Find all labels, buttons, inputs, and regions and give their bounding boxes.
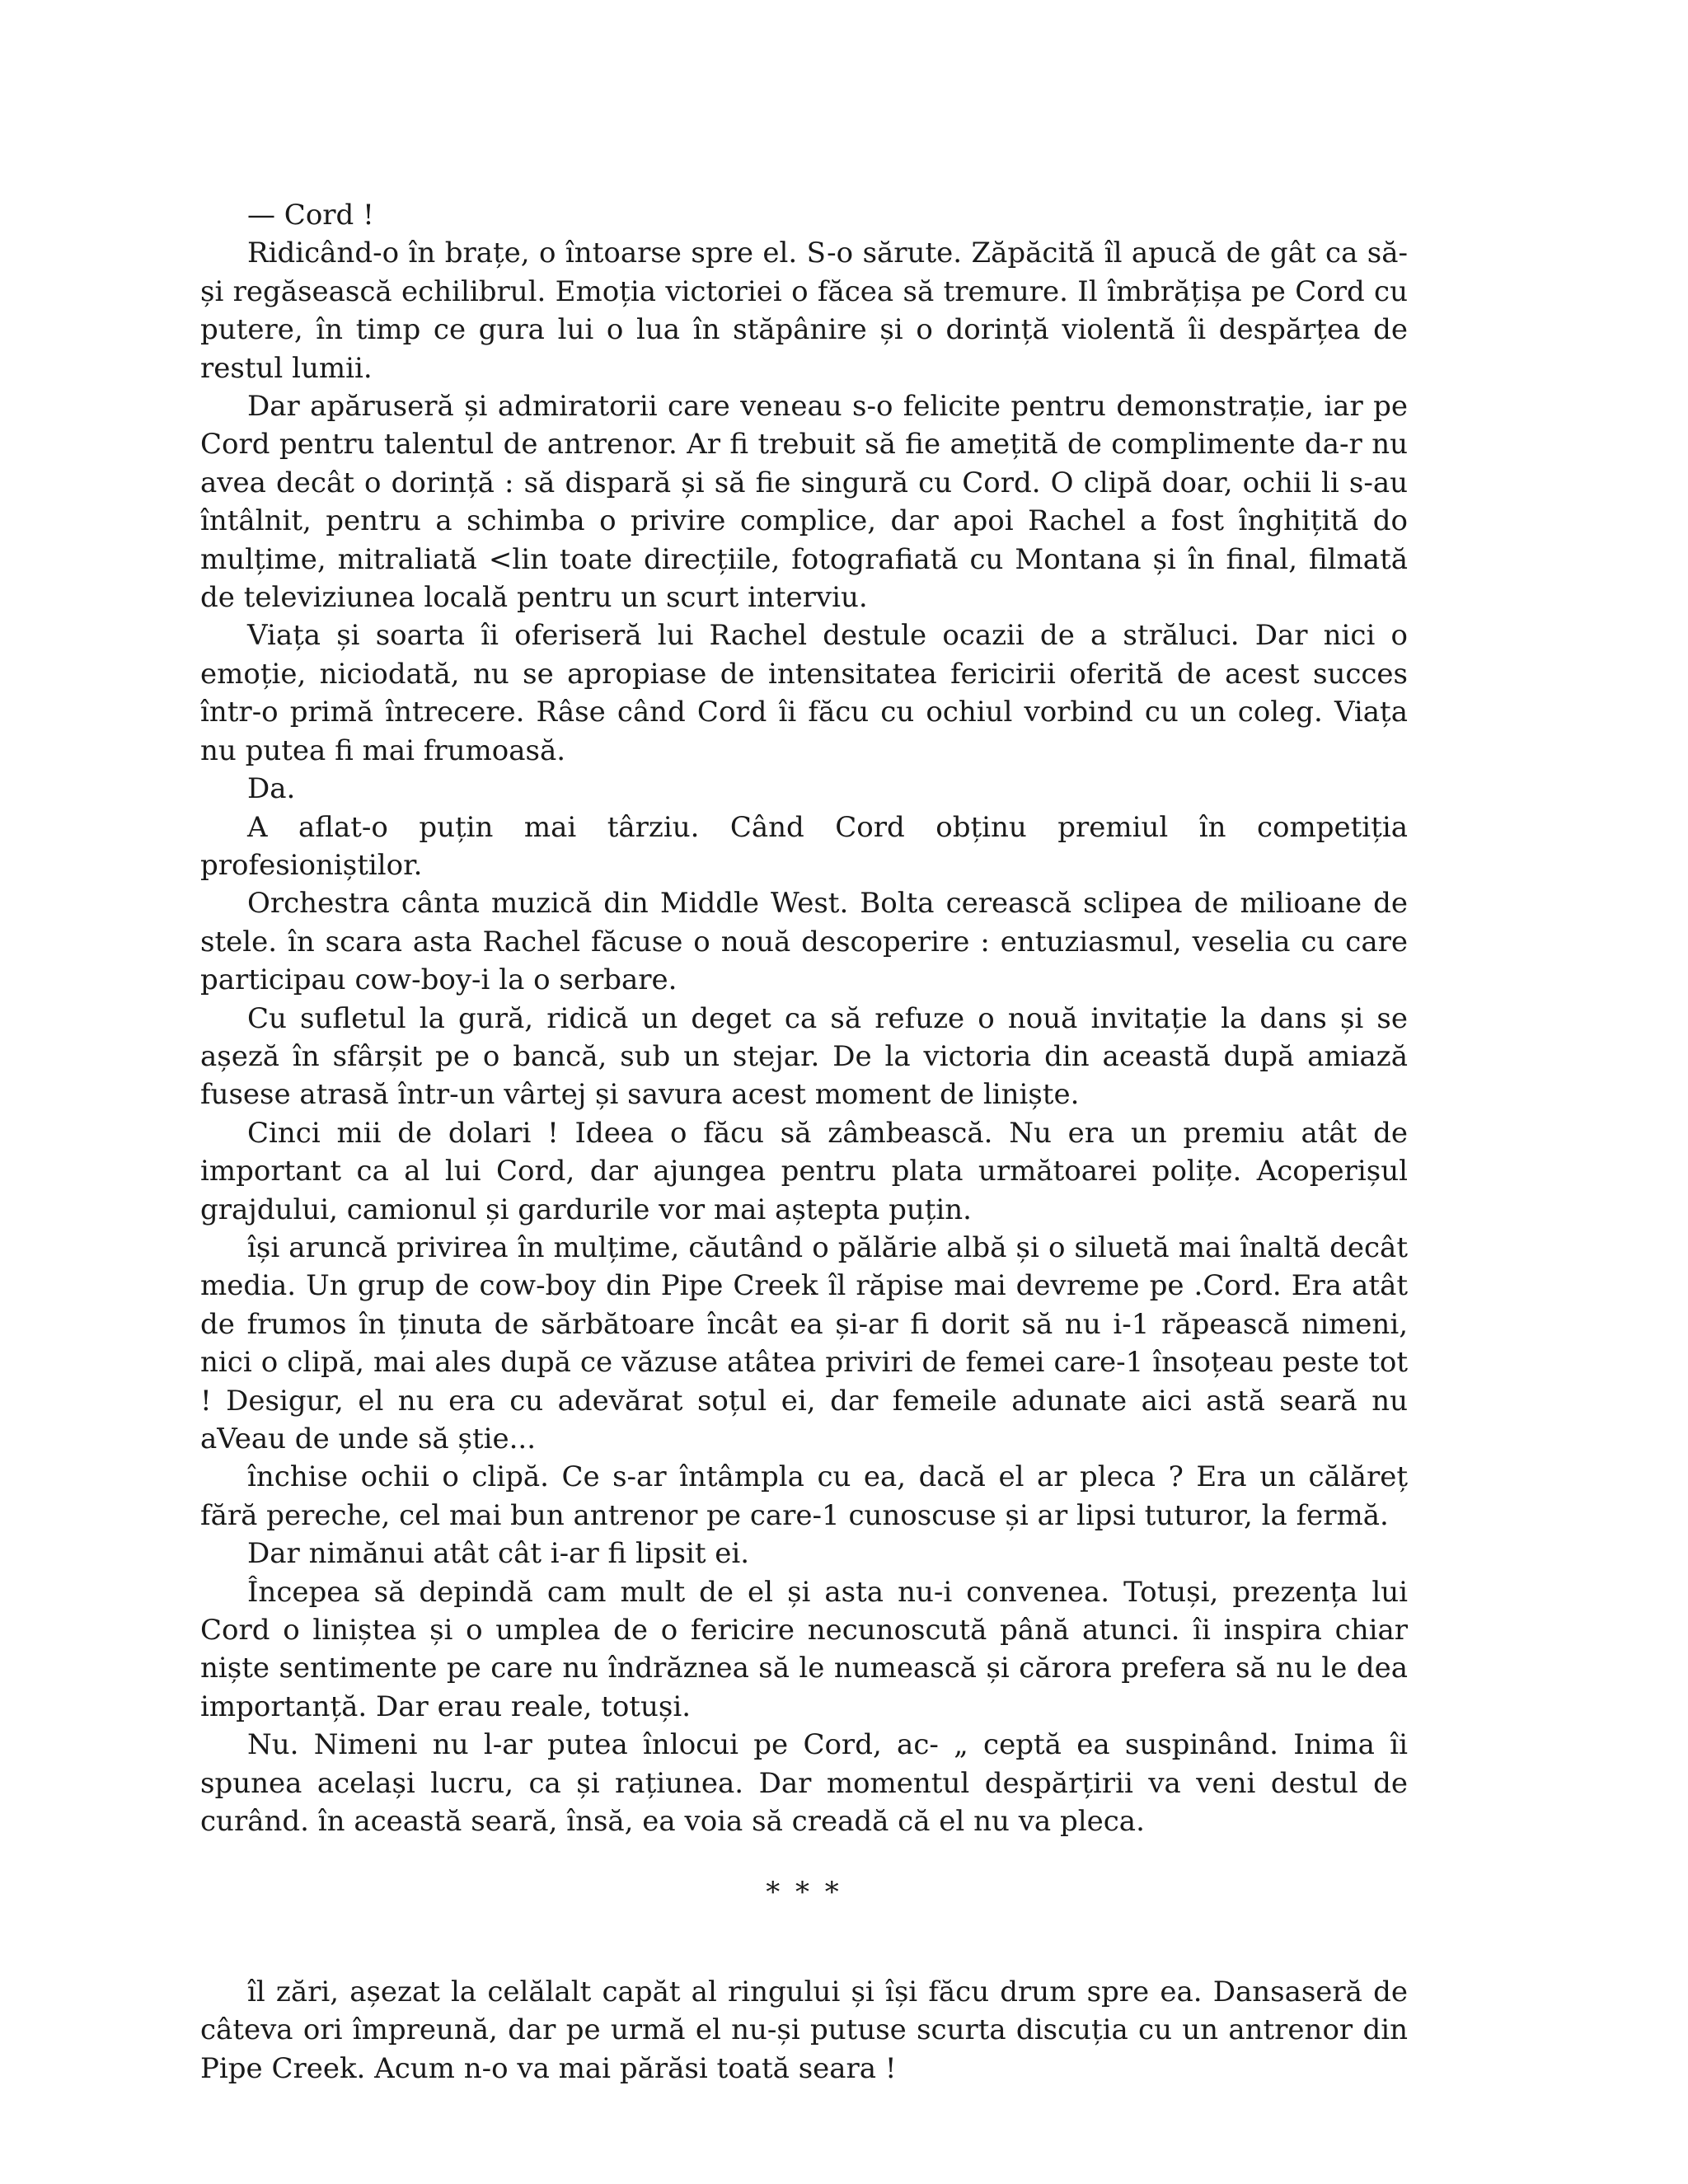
paragraph: Orchestra cânta muzică din Middle West. Bolta cerească sclipea de milioane de stele. în scara asta Rachel făcuse o nouă descoperire : entuziasmul, veselia cu care participau cow-boy-i la o serbare.: [200, 887, 1408, 997]
paragraph: Nu. Nimeni nu l-ar putea înlocui pe Cord, ac- „ ceptă ea suspinând. Inima îi spunea același lucru, ca și rațiunea. Dar momentul despărțirii va veni destul de curând. în această seară, însă, ea voia să creadă că el nu va pleca.: [200, 1728, 1408, 1839]
paragraph: îl zări, așezat la celălalt capăt al ringului și își făcu drum spre ea. Dansaseră de câteva ori împreună, dar pe urmă el nu-și putuse scurta discuția cu un antrenor din Pipe Creek. Acum n-o va mai părăsi toată seara !: [200, 1975, 1408, 2085]
paragraph: Dar nimănui atât cât i-ar fi lipsit ei.: [247, 1537, 750, 1571]
section-separator: * * *: [766, 1876, 842, 1910]
paragraph: Ridicând-o în brațe, o întoarse spre el. S-o sărute. Zăpăcită îl apucă de gât ca să-și regăsească echilibrul. Emoția victoriei o făcea să tremure. Il îmbrățișa pe Cord cu putere, în timp ce gura lui o lua în stăpânire și o dorință violentă îi despărțea de restul lumii.: [200, 237, 1408, 385]
paragraph: Dar apăruseră și admiratorii care veneau s-o felicite pentru demonstrație, iar pe Cord pentru talentul de antrenor. Ar fi trebuit să fie amețită de complimente da-r nu avea decât o dorință : să dispară și să fie singură cu Cord. O clipă doar, ochii li s-au întâlnit, pentru a schimba o privire complice, dar apoi Rachel a fost înghițită do mulțime, mitraliată <lin toate direcțiile, fotografiată cu Montana și în final, filmată de televiziunea locală pentru un scurt interviu.: [200, 390, 1408, 615]
body-text-top: [200, 196, 1408, 1840]
paragraph: Da.: [247, 772, 296, 806]
paragraph: Cu sufletul la gură, ridică un deget ca să refuze o nouă invitație la dans și se așeză în sfârșit pe o bancă, sub un stejar. De la victoria din această după amiază fusese atrasă într-un vârtej și savura acest moment de liniște.: [200, 1001, 1408, 1112]
paragraph: Viața și soarta îi oferiseră lui Rachel destule ocazii de a străluci. Dar nici o emoție, niciodată, nu se apropiase de intensitatea fericirii oferită de acest succes într-o primă întrecere. Râse când Cord îi făcu cu ochiul vorbind cu un coleg. Viața nu putea fi mai frumoasă.: [200, 619, 1408, 767]
paragraph: Începea să depindă cam mult de el și asta nu-i convenea. Totuși, prezența lui Cord o liniștea și o umplea de o fericire necunoscută până atunci. îi inspira chiar niște sentimente pe care nu îndrăznea să le numească și cărora prefera să nu le dea importanță. Dar erau reale, totuși.: [200, 1575, 1408, 1723]
paragraph: — Cord !: [247, 199, 374, 232]
paragraph: Cinci mii de dolari ! Ideea o făcu să zâmbească. Nu era un premiu atât de important ca al lui Cord, dar ajungea pentru plata următoarei polițe. Acoperișul grajdului, camionul și gardurile vor mai aștepta puțin.: [200, 1116, 1408, 1226]
body-text-bottom: [200, 1973, 1408, 2088]
paragraph: A aflat-o puțin mai târziu. Când Cord obținu premiul în competiția profesioniștilor.: [200, 810, 1408, 882]
paragraph: își aruncă privirea în mulțime, căutând o pălărie albă și o siluetă mai înaltă decât media. Un grup de cow-boy din Pipe Creek îl răpise mai devreme pe .Cord. Era atât de frumos în ținuta de sărbătoare încât ea și-ar fi dorit să nu i-1 răpească nimeni, nici o clipă, mai ales după ce văzuse atâtea priviri de femei care-1 însoțeau peste tot ! Desigur, el nu era cu adevărat soțul ei, dar femeile adunate aici astă seară nu aVeau de unde să știe...: [200, 1230, 1408, 1455]
paragraph: închise ochii o clipă. Ce s-ar întâmpla cu ea, dacă el ar pleca ? Era un călăreț fără pereche, cel mai bun antrenor pe care-1 cunoscuse și ar lipsi tuturor, la fermă.: [200, 1460, 1408, 1532]
